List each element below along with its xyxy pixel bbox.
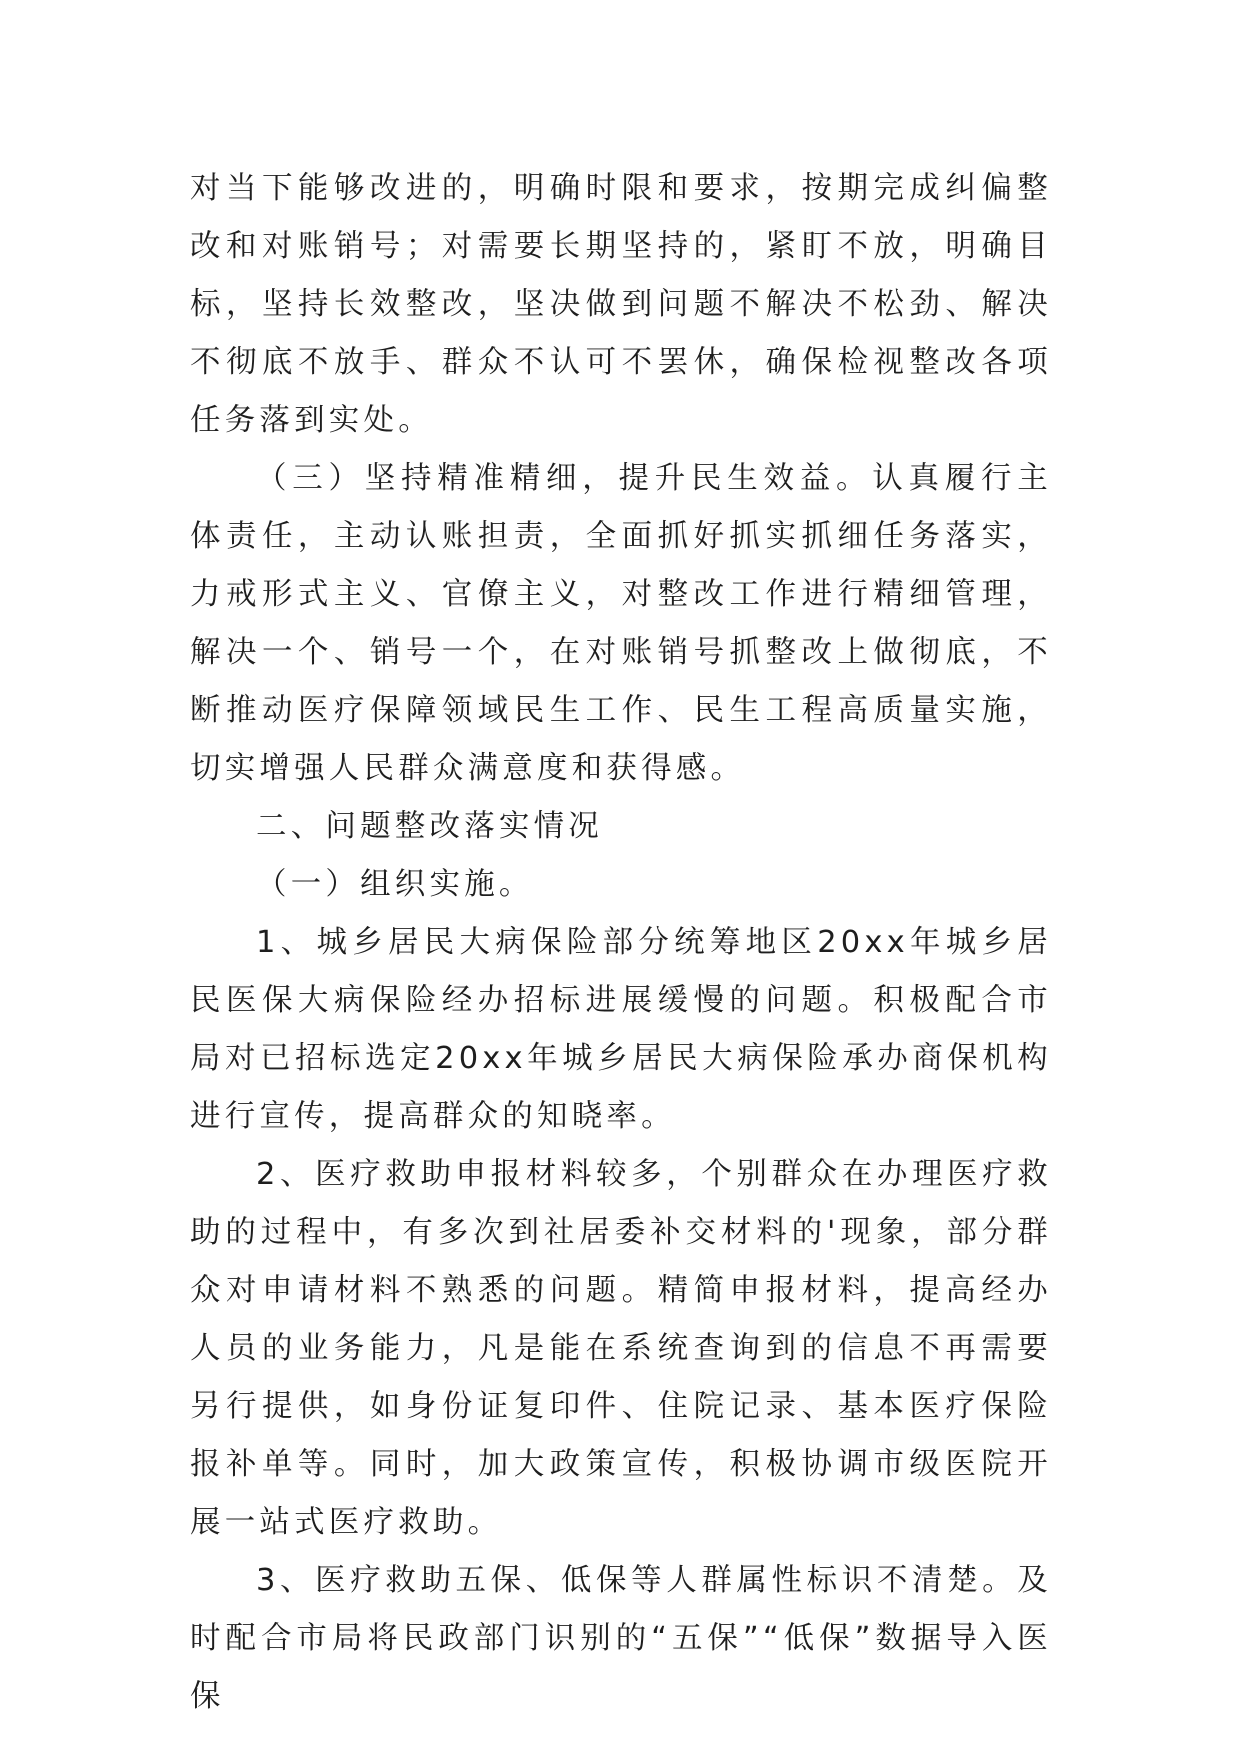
- paragraph-item-3: 3、医疗救助五保、低保等人群属性标识不清楚。及时配合市局将民政部门识别的“五保”“低保”数据导入医保: [190, 1563, 1052, 1714]
- document-body: [190, 160, 1052, 1726]
- paragraph-continuation: 对当下能够改进的，明确时限和要求，按期完成纠偏整改和对账销号；对需要长期坚持的，紧盯不放，明确目标，坚持长效整改，坚决做到问题不解决不松劲、解决不彻底不放手、群众不认可不罢休，确保检视整改各项任务落到实处。: [190, 171, 1052, 438]
- section-heading-two: 二、问题整改落实情况: [256, 809, 603, 844]
- paragraph-item-1: 1、城乡居民大病保险部分统筹地区20xx年城乡居民医保大病保险经办招标进展缓慢的问题。积极配合市局对已招标选定20xx年城乡居民大病保险承办商保机构进行宣传，提高群众的知晓率。: [190, 925, 1052, 1134]
- paragraph-item-2: 2、医疗救助申报材料较多，个别群众在办理医疗救助的过程中，有多次到社居委补交材料的'现象，部分群众对申请材料不熟悉的问题。精简申报材料，提高经办人员的业务能力，凡是能在系统查询到的信息不再需要另行提供，如身份证复印件、住院记录、基本医疗保险报补单等。同时，加大政策宣传，积极协调市级医院开展一站式医疗救助。: [190, 1157, 1052, 1540]
- paragraph-section-three: （三）坚持精准精细，提升民生效益。认真履行主体责任，主动认账担责，全面抓好抓实抓细任务落实，力戒形式主义、官僚主义，对整改工作进行精细管理，解决一个、销号一个，在对账销号抓整改上做彻底，不断推动医疗保障领域民生工作、民生工程高质量实施，切实增强人民群众满意度和获得感。: [190, 461, 1052, 786]
- subsection-heading-one: （一）组织实施。: [256, 867, 534, 902]
